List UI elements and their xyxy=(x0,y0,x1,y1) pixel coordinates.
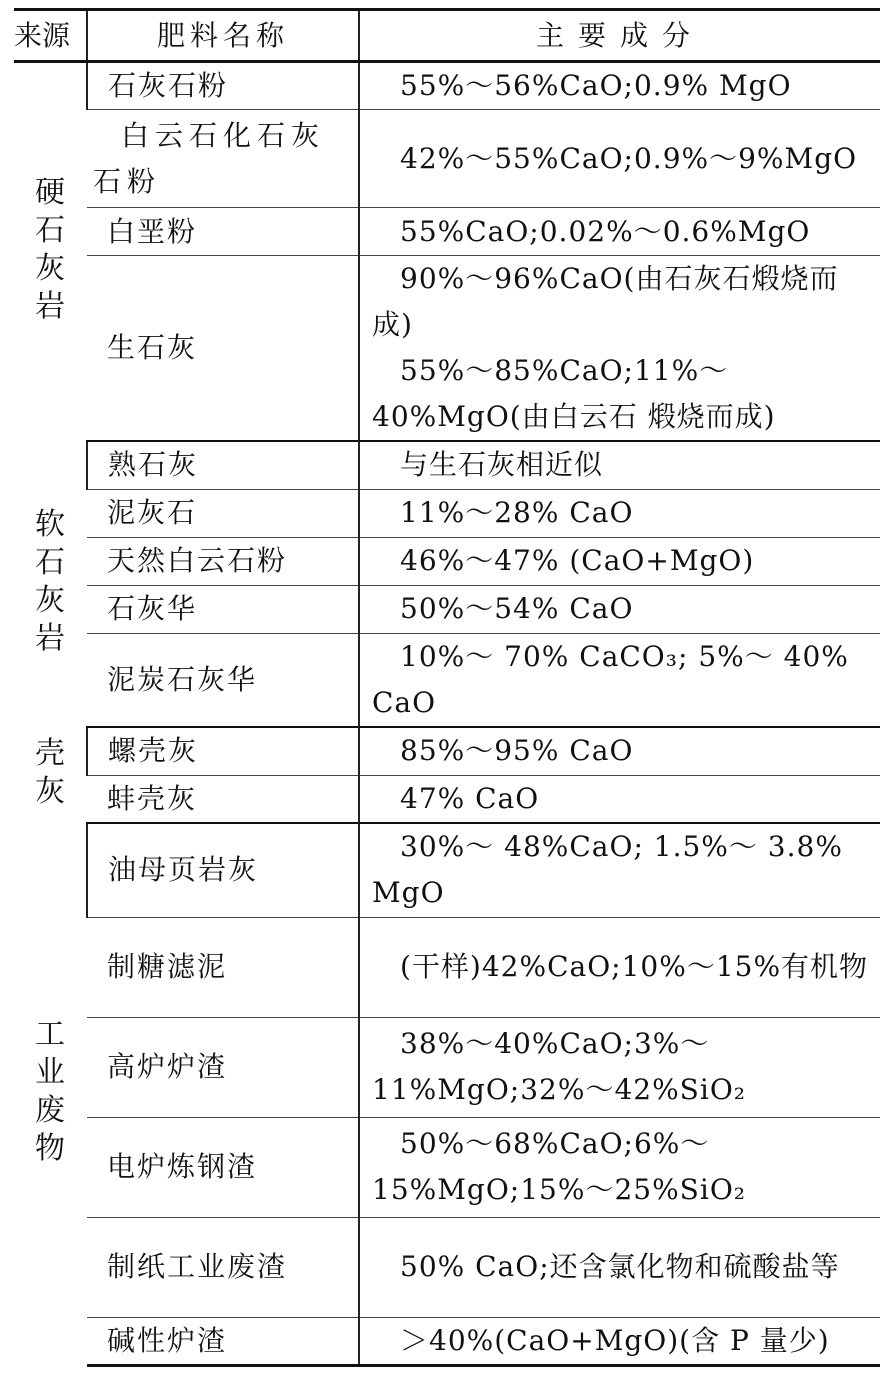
fertilizer-name: 电炉炼钢渣 xyxy=(87,1117,359,1217)
composition-cell xyxy=(359,441,880,489)
table-row xyxy=(14,110,880,208)
table-row xyxy=(14,537,880,585)
composition-cell xyxy=(359,823,880,917)
composition-cell xyxy=(359,489,880,537)
composition-cell xyxy=(359,208,880,256)
fertilizer-table xyxy=(14,8,880,1367)
header-name: 肥料名称 xyxy=(87,10,359,62)
composition-text: 46%～47% (CaO+MgO) xyxy=(400,544,755,577)
fertilizer-name: 石灰华 xyxy=(87,585,359,633)
table-row xyxy=(14,775,880,823)
composition-cell xyxy=(359,775,880,823)
fertilizer-name: 蚌壳灰 xyxy=(87,775,359,823)
composition-text: 38%～40%CaO;3%～11%MgO;32%～42%SiO₂ xyxy=(372,1027,747,1106)
fertilizer-name: 白垩粉 xyxy=(87,208,359,256)
composition-text: 50% CaO;还含氯化物和硫酸盐等 xyxy=(400,1250,840,1283)
table-row xyxy=(14,441,880,489)
source-label: 壳灰 xyxy=(35,736,65,809)
fertilizer-name: 生石灰 xyxy=(87,256,359,442)
source-label: 工业废物 xyxy=(35,1017,65,1166)
composition-text: 55%～56%CaO;0.9% MgO xyxy=(400,69,792,102)
table-row xyxy=(14,1317,880,1365)
source-label: 软石灰岩 xyxy=(35,507,65,656)
table-body xyxy=(14,62,880,1366)
source-cell xyxy=(14,441,87,727)
table-row xyxy=(14,1017,880,1117)
composition-cell xyxy=(359,585,880,633)
source-cell xyxy=(14,727,87,823)
fertilizer-name: 制纸工业废渣 xyxy=(87,1217,359,1317)
composition-cell xyxy=(359,633,880,727)
composition-text: 50%～68%CaO;6%～15%MgO;15%～25%SiO₂ xyxy=(372,1127,747,1206)
composition-text: 90%～96%CaO(由石灰石煅烧而成) xyxy=(372,262,839,341)
source-label: 硬石灰岩 xyxy=(35,175,65,324)
table-row xyxy=(14,62,880,110)
composition-cell xyxy=(359,917,880,1017)
fertilizer-name: 石灰石粉 xyxy=(87,62,359,110)
header-source: 来源 xyxy=(14,10,87,62)
table-row xyxy=(14,585,880,633)
composition-text: 与生石灰相近似 xyxy=(400,448,604,482)
composition-text: 55%～85%CaO;11%～40%MgO(由白云石 煅烧而成) xyxy=(372,354,776,433)
table-row xyxy=(14,1217,880,1317)
composition-cell xyxy=(359,1217,880,1317)
composition-cell xyxy=(359,110,880,208)
fertilizer-name: 天然白云石粉 xyxy=(87,537,359,585)
fertilizer-name: 泥灰石 xyxy=(87,489,359,537)
header-composition: 主要成分 xyxy=(359,10,880,62)
composition-cell xyxy=(359,1317,880,1365)
fertilizer-name: 泥炭石灰华 xyxy=(87,633,359,727)
composition-cell xyxy=(359,537,880,585)
table-row xyxy=(14,917,880,1017)
fertilizer-name: 高炉炉渣 xyxy=(87,1017,359,1117)
fertilizer-name: 熟石灰 xyxy=(87,441,359,489)
composition-cell xyxy=(359,256,880,442)
table-row xyxy=(14,633,880,727)
composition-cell xyxy=(359,727,880,775)
composition-text: 11%～28% CaO xyxy=(400,496,634,529)
fertilizer-name: 白云石化石灰石粉 xyxy=(87,110,359,208)
composition-text: (干样)42%CaO;10%～15%有机物 xyxy=(400,950,869,983)
fertilizer-name: 制糖滤泥 xyxy=(87,917,359,1017)
composition-text: 47% CaO xyxy=(400,781,540,815)
composition-text: 50%～54% CaO xyxy=(400,592,634,625)
fertilizer-name: 螺壳灰 xyxy=(87,727,359,775)
composition-text: 10%～ 70% CaCO₃; 5%～ 40% CaO xyxy=(372,639,849,719)
composition-cell xyxy=(359,62,880,110)
composition-text: ＞40%(CaO+MgO)(含 P 量少) xyxy=(400,1323,830,1357)
composition-text: 42%～55%CaO;0.9%～9%MgO xyxy=(400,141,858,175)
table-row xyxy=(14,256,880,442)
table-row xyxy=(14,823,880,917)
source-cell xyxy=(14,62,87,442)
composition-text: 55%CaO;0.02%～0.6%MgO xyxy=(400,214,811,248)
composition-cell xyxy=(359,1117,880,1217)
composition-text: 30%～ 48%CaO; 1.5%～ 3.8% MgO xyxy=(372,830,843,910)
table-row xyxy=(14,727,880,775)
header-row xyxy=(14,10,880,62)
fertilizer-name: 油母页岩灰 xyxy=(87,823,359,917)
source-cell xyxy=(14,823,87,1365)
composition-cell xyxy=(359,1017,880,1117)
table-row xyxy=(14,208,880,256)
composition-text: 85%～95% CaO xyxy=(400,734,634,768)
table-row xyxy=(14,1117,880,1217)
fertilizer-name: 碱性炉渣 xyxy=(87,1317,359,1365)
table-row xyxy=(14,489,880,537)
